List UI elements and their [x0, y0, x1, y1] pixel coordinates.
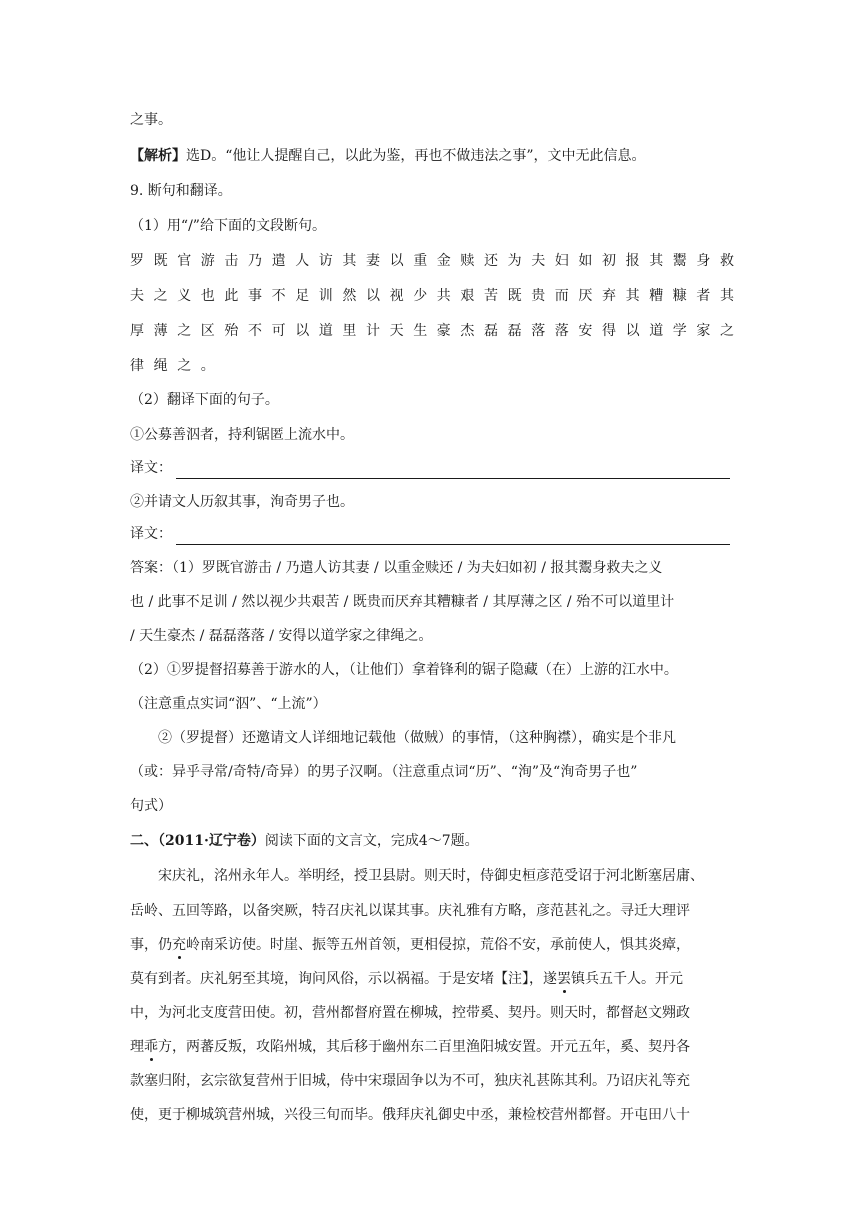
- text-segment: 莫有到者。庆礼躬至其境，询问风俗，示以祸福。于是安堵【注】，遂: [130, 971, 557, 987]
- text-segment: 镇兵五千人。开元: [571, 971, 683, 987]
- translation-label: 译文：: [130, 460, 172, 476]
- answer-line: / 天生豪杰 / 磊磊落落 / 安得以道学家之律绳之。: [130, 628, 433, 644]
- section-2-heading: [130, 832, 730, 850]
- classical-passage-line: 款塞归附，玄宗欲复营州于旧城，侍中宋璟固争以为不可，独庆礼甚陈其利。乃诏庆礼等充: [130, 1073, 690, 1089]
- passage-line: 夫之义也此事不足训然以视少共艰苦既贵而厌弃其糟糠者其: [130, 288, 744, 304]
- analysis-label: 【解析】: [130, 148, 186, 164]
- answer-line: 句式）: [130, 798, 172, 814]
- question-9-title: 9. 断句和翻译。: [130, 183, 232, 199]
- answer-line: （注意重点实词“泅”、“上流”）: [130, 696, 327, 712]
- sentence-2: ②并请文人历叙其事，洵奇男子也。: [130, 494, 354, 510]
- translation-label: 译文：: [130, 526, 172, 542]
- translation-blank-line[interactable]: [176, 478, 730, 479]
- emphasized-character: 充: [172, 937, 186, 953]
- answer-line: 答案：（1）罗既官游击 / 乃遣人访其妻 / 以重金赎还 / 为夫妇如初 / 报其鬻身救夫之义: [130, 560, 663, 576]
- section-2-instruction: 阅读下面的文言文，完成4～7题。: [264, 833, 479, 849]
- answer-line: （或：异乎寻常/奇特/奇异）的男子汉啊。（注意重点词“历”、“洵”及“洵奇男子也”: [130, 764, 638, 780]
- q9-part2-title: （2）翻译下面的句子。: [130, 392, 279, 408]
- section-2-title: 二、（2011·辽宁卷）: [130, 833, 265, 849]
- translation-blank-line[interactable]: [176, 544, 730, 545]
- passage-line: 厚薄之区殆不可以道里计天生豪杰磊磊落落安得以道学家之: [130, 323, 744, 339]
- passage-line: 律绳之。: [130, 358, 225, 374]
- classical-passage-line: [130, 970, 730, 988]
- classical-passage-line: 使，更于柳城筑营州城，兴役三旬而毕。俄拜庆礼御史中丞，兼检校营州都督。开屯田八十: [130, 1107, 690, 1123]
- q9-part1-title: （1）用“/”给下面的文段断句。: [130, 218, 326, 234]
- classical-passage-line: 宋庆礼，洺州永年人。举明经，授卫县尉。则天时，侍御史桓彦范受诏于河北断塞居庸、: [158, 868, 704, 884]
- answer-line: ②（罗提督）还邀请文人详细地记载他（做贼）的事情，（这种胸襟），确实是个非凡: [158, 730, 676, 746]
- analysis-text: 选D。“他让人提醒自己，以此为鉴，再也不做违法之事”，文中无此信息。: [186, 148, 646, 164]
- answer-line: 也 / 此事不足训 / 然以视少共艰苦 / 既贵而厌弃其糟糠者 / 其厚薄之区 / 殆不可以道里计: [130, 594, 675, 610]
- continued-line: 之事。: [130, 112, 172, 128]
- text-segment: 事，仍: [130, 937, 172, 953]
- answer-line: （2）①罗提督招募善于游水的人，（让他们）拿着锋利的锯子隐藏（在）上游的江水中。: [130, 662, 678, 678]
- emphasized-character: 乖: [144, 1039, 158, 1055]
- classical-passage-line: 岳岭、五回等路，以备突厥，特召庆礼以谋其事。庆礼雅有方略，彦范甚礼之。寻迁大理评: [130, 903, 690, 919]
- analysis-line: [130, 147, 730, 165]
- classical-passage-line: [130, 1038, 730, 1056]
- text-segment: 理: [130, 1039, 144, 1055]
- text-segment: 方，两蕃反叛，攻陷州城，其后移于幽州东二百里渔阳城安置。开元五年，奚、契丹各: [158, 1039, 690, 1055]
- sentence-1: ①公募善泅者，持利锯匿上流水中。: [130, 427, 354, 443]
- passage-line: 罗既官游击乃遣人访其妻以重金赎还为夫妇如初报其鬻身救: [130, 253, 744, 269]
- emphasized-character: 罢: [557, 971, 571, 987]
- text-segment: 岭南采访使。时崖、振等五州首领，更相侵掠，荒俗不安，承前使人，惧其炎瘴，: [186, 937, 690, 953]
- classical-passage-line: [130, 936, 730, 954]
- classical-passage-line: 中，为河北支度营田使。初，营州都督府置在柳城，控带奚、契丹。则天时，都督赵文翙政: [130, 1005, 690, 1021]
